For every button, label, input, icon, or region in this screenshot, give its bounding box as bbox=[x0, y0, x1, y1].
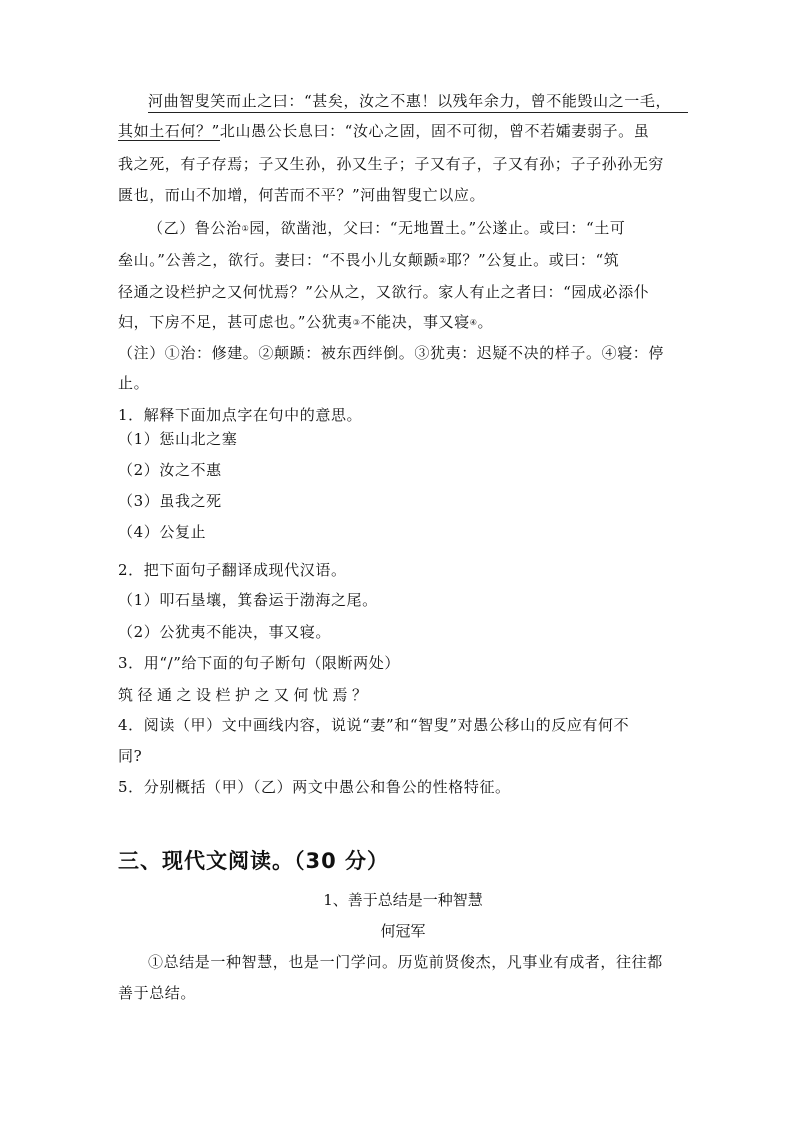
footnote-marker: ② bbox=[439, 256, 447, 265]
passage-yi-line-2: 垒山。”公善之，欲行。妻曰：“不畏小儿女颠踬②耶？”公复止。或曰：“筑 bbox=[118, 251, 620, 269]
article-title: 1、善于总结是一种智慧 bbox=[323, 891, 483, 909]
article-paragraph-1-line-2: 善于总结。 bbox=[118, 984, 197, 1002]
question-3-sentence: 筑径通之设栏护之又何忧焉？ bbox=[118, 686, 372, 704]
question-2-item-2: （2）公犹夷不能决，事又寝。 bbox=[118, 623, 331, 641]
question-4-line-2: 同? bbox=[118, 747, 143, 765]
footnote-marker: ③ bbox=[352, 318, 361, 327]
footnote-marker: ① bbox=[241, 224, 250, 233]
passage-jia-line-4: 匮也，而山不加增，何苦而不平？”河曲智叟亡以应。 bbox=[118, 186, 486, 204]
notes-line-1: （注）①治：修建。②颠踬：被东西绊倒。③犹夷：迟疑不决的样子。④寝：停 bbox=[118, 344, 665, 362]
question-1: 1．解释下面加点字在句中的意思。 bbox=[118, 406, 363, 424]
passage-yi-line-4: 妇，下房不足，甚可虑也。”公犹夷③不能决，事又寝④。 bbox=[118, 313, 494, 331]
question-2-item-1: （1）叩石垦壤，箕畚运于渤海之尾。 bbox=[118, 591, 378, 609]
question-5: 5．分别概括（甲）（乙）两文中愚公和鲁公的性格特征。 bbox=[118, 778, 511, 796]
article-author: 何冠军 bbox=[380, 922, 426, 940]
question-1-item-4: （4）公复止 bbox=[118, 523, 207, 541]
passage-yi-line-1: （乙）鲁公治①园，欲凿池，父曰：“无地置土。”公遂止。或曰：“土可 bbox=[148, 219, 626, 237]
passage-jia-line-1: 河曲智叟笑而止之曰：“甚矣，汝之不惠！以残年余力，曾不能毁山之一毛， bbox=[148, 90, 688, 113]
question-2: 2．把下面句子翻译成现代汉语。 bbox=[118, 561, 347, 579]
section-heading: 三、现代文阅读。（30 分） bbox=[118, 849, 390, 873]
passage-jia-line-2: 其如土石何？”北山愚公长息曰：“汝心之固，固不可彻，曾不若孀妻弱子。虽 bbox=[118, 122, 650, 140]
notes-line-2: 止。 bbox=[118, 374, 150, 392]
passage-yi-line-3: 径通之设栏护之又何忧焉？”公从之，又欲行。家人有止之者曰：“园成必添仆 bbox=[118, 283, 650, 301]
question-1-item-3: （3）虽我之死 bbox=[118, 492, 222, 510]
question-4-line-1: 4．阅读（甲）文中画线内容，说说“妻”和“智叟”对愚公移山的反应有何不 bbox=[118, 716, 630, 734]
question-1-item-1: （1）惩山北之塞 bbox=[118, 430, 238, 448]
question-3: 3．用“/”给下面的句子断句（限断两处） bbox=[118, 654, 400, 672]
article-paragraph-1-line-1: ①总结是一种智慧，也是一门学问。历览前贤俊杰，凡事业有成者，往往都 bbox=[148, 953, 663, 971]
footnote-marker: ④ bbox=[469, 318, 478, 327]
underlined-text: 其如土石何？” bbox=[118, 122, 220, 140]
passage-jia-line-3: 我之死，有子存焉；子又生孙，孙又生子；子又有子，子又有孙；子子孙孙无穷 bbox=[118, 155, 665, 173]
question-1-item-2: （2）汝之不惠 bbox=[118, 461, 222, 479]
